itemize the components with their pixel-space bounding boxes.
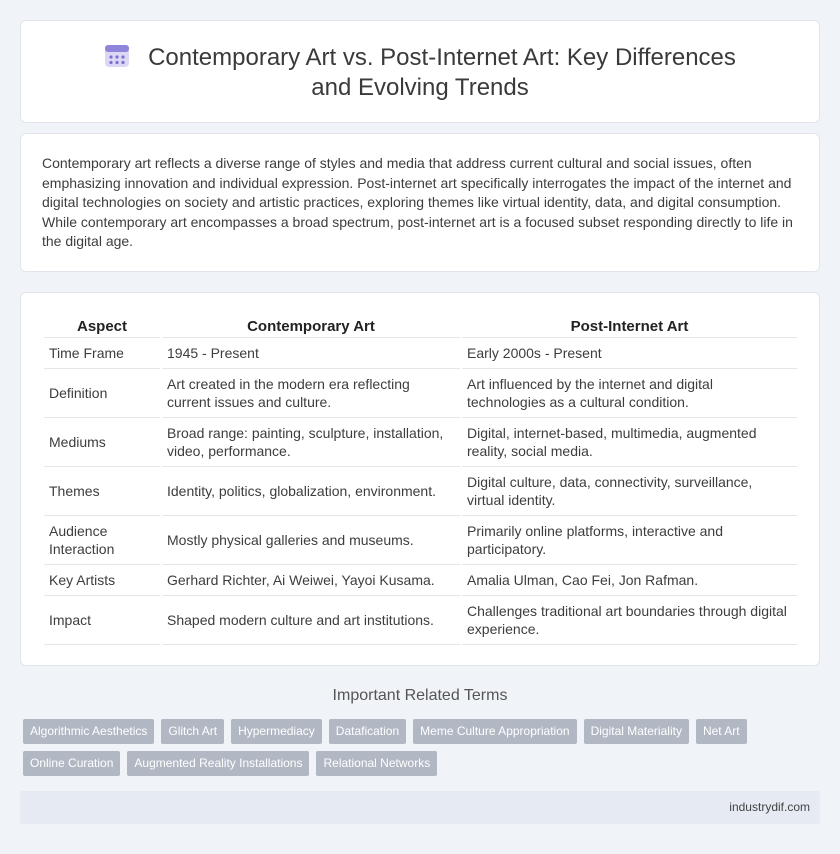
row-contemporary: 1945 - Present — [162, 338, 460, 369]
footer-site-link[interactable]: industrydif.com — [729, 800, 810, 814]
row-post-internet: Primarily online platforms, interactive and participatory. — [462, 516, 797, 565]
row-aspect: Impact — [44, 596, 160, 645]
row-post-internet: Early 2000s - Present — [462, 338, 797, 369]
header-contemporary: Contemporary Art — [162, 314, 460, 338]
tag-glitch-art[interactable]: Glitch Art — [161, 719, 224, 744]
table-row — [44, 418, 797, 467]
tag-hypermediacy[interactable]: Hypermediacy — [231, 719, 322, 744]
tag-relational-networks[interactable]: Relational Networks — [316, 751, 437, 776]
tag-net-art[interactable]: Net Art — [696, 719, 747, 744]
row-contemporary: Art created in the modern era reflecting current issues and culture. — [162, 369, 460, 418]
calendar-grid-icon — [104, 43, 130, 69]
tag-online-curation[interactable]: Online Curation — [23, 751, 120, 776]
table-row — [44, 369, 797, 418]
row-post-internet: Challenges traditional art boundaries through digital experience. — [462, 596, 797, 645]
intro-paragraph: Contemporary art reflects a diverse range of styles and media that address current cultural and social issues, often emphasizing innovation and individual expression. Post-internet art specifically interrogates the impact of the internet and digital technologies on society and artistic practices, exploring themes like virtual identity, data, and digital consumption. While contemporary art encompasses a broad spectrum, post-internet art is a focused subset responding directly to life in the digital age. — [42, 155, 793, 249]
table-row — [44, 516, 797, 565]
tag-digital-materiality[interactable]: Digital Materiality — [584, 719, 689, 744]
page-title-container — [21, 43, 819, 103]
row-aspect: Definition — [44, 369, 160, 418]
comparison-table — [42, 314, 799, 645]
tag-datafication[interactable]: Datafication — [329, 719, 406, 744]
header-card — [20, 20, 820, 123]
row-post-internet: Digital, internet-based, multimedia, augmented reality, social media. — [462, 418, 797, 467]
row-contemporary: Gerhard Richter, Ai Weiwei, Yayoi Kusama. — [162, 565, 460, 596]
row-contemporary: Broad range: painting, sculpture, installation, video, performance. — [162, 418, 460, 467]
row-contemporary: Identity, politics, globalization, environment. — [162, 467, 460, 516]
footer — [20, 791, 820, 824]
table-row — [44, 565, 797, 596]
tag-meme-culture-appropriation[interactable]: Meme Culture Appropriation — [413, 719, 576, 744]
row-aspect: Audience Interaction — [44, 516, 160, 565]
header-aspect: Aspect — [44, 314, 160, 338]
row-contemporary: Mostly physical galleries and museums. — [162, 516, 460, 565]
related-terms-tags — [23, 719, 783, 783]
table-header-row — [44, 314, 797, 338]
intro-card — [20, 133, 820, 272]
row-post-internet: Digital culture, data, connectivity, surveillance, virtual identity. — [462, 467, 797, 516]
row-aspect: Mediums — [44, 418, 160, 467]
row-aspect: Time Frame — [44, 338, 160, 369]
tag-augmented-reality-installations[interactable]: Augmented Reality Installations — [127, 751, 309, 776]
row-contemporary: Shaped modern culture and art institutions. — [162, 596, 460, 645]
row-aspect: Key Artists — [44, 565, 160, 596]
page-title: Contemporary Art vs. Post-Internet Art: Key Differences and Evolving Trends — [148, 44, 736, 101]
table-row — [44, 467, 797, 516]
row-post-internet: Art influenced by the internet and digital technologies as a cultural condition. — [462, 369, 797, 418]
tag-algorithmic-aesthetics[interactable]: Algorithmic Aesthetics — [23, 719, 154, 744]
row-post-internet: Amalia Ulman, Cao Fei, Jon Rafman. — [462, 565, 797, 596]
table-row — [44, 596, 797, 645]
row-aspect: Themes — [44, 467, 160, 516]
related-terms-title: Important Related Terms — [332, 687, 508, 704]
header-post-internet: Post-Internet Art — [462, 314, 797, 338]
table-row — [44, 338, 797, 369]
comparison-table-card — [20, 292, 820, 666]
